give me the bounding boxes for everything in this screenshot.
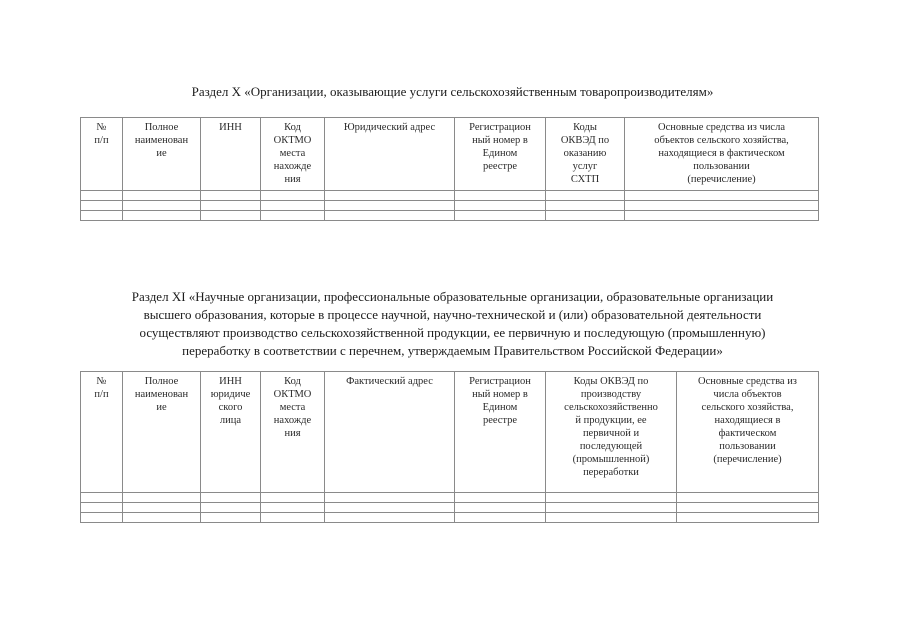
col-inn-header: ИНН юридиче ского лица <box>201 372 261 493</box>
table-cell[interactable] <box>81 493 123 503</box>
table-cell[interactable] <box>546 513 677 523</box>
col-number-header: № п/п <box>81 118 123 191</box>
section-11-table <box>80 371 819 523</box>
table-cell[interactable] <box>546 211 625 221</box>
table-cell[interactable] <box>81 503 123 513</box>
table-cell[interactable] <box>546 503 677 513</box>
col-okved-header: Коды ОКВЭД по оказанию услуг СХТП <box>546 118 625 191</box>
table-cell[interactable] <box>455 493 546 503</box>
col-okved-header: Коды ОКВЭД по производству сельскохозяйственно й продукции, ее первичной и последующей (промышленной) переработки <box>546 372 677 493</box>
table-cell[interactable] <box>81 201 123 211</box>
table-cell[interactable] <box>201 191 261 201</box>
table-cell[interactable] <box>455 211 546 221</box>
col-registry-number-header: Регистрацион ный номер в Едином реестре <box>455 372 546 493</box>
table-cell[interactable] <box>625 211 819 221</box>
table-row <box>81 201 819 211</box>
table-row <box>81 211 819 221</box>
table-cell[interactable] <box>81 191 123 201</box>
table-cell[interactable] <box>625 201 819 211</box>
table-cell[interactable] <box>261 493 325 503</box>
table-cell[interactable] <box>546 191 625 201</box>
table-cell[interactable] <box>123 201 201 211</box>
table-cell[interactable] <box>201 201 261 211</box>
table-cell[interactable] <box>677 503 819 513</box>
table-cell[interactable] <box>261 211 325 221</box>
table-cell[interactable] <box>201 503 261 513</box>
table-cell[interactable] <box>123 191 201 201</box>
table-cell[interactable] <box>546 493 677 503</box>
table-cell[interactable] <box>123 513 201 523</box>
col-full-name-header: Полное наименован ие <box>123 372 201 493</box>
table-cell[interactable] <box>81 513 123 523</box>
table-cell[interactable] <box>261 201 325 211</box>
table-cell[interactable] <box>201 513 261 523</box>
table-cell[interactable] <box>201 493 261 503</box>
table-cell[interactable] <box>325 493 455 503</box>
table-cell[interactable] <box>261 503 325 513</box>
section-10-header-row <box>81 118 819 191</box>
section-11-title-line: переработку в соответствии с перечнем, утверждаемым Правительством Российской Федерации» <box>182 343 723 358</box>
section-10-title-line: Раздел X «Организации, оказывающие услуги сельскохозяйственным товаропроизводителям» <box>191 84 714 99</box>
table-cell[interactable] <box>325 211 455 221</box>
section-10-title <box>0 83 905 101</box>
col-number-header: № п/п <box>81 372 123 493</box>
table-cell[interactable] <box>201 211 261 221</box>
col-legal-address-header: Юридический адрес <box>325 118 455 191</box>
table-cell[interactable] <box>81 211 123 221</box>
section-11-header-row <box>81 372 819 493</box>
table-cell[interactable] <box>455 191 546 201</box>
col-oktmo-header: Код ОКТМО места нахожде ния <box>261 118 325 191</box>
table-row <box>81 191 819 201</box>
section-11-title-line: Раздел XI «Научные организации, профессиональные образовательные организации, образовательные организации <box>131 289 774 304</box>
table-cell[interactable] <box>261 191 325 201</box>
col-actual-address-header: Фактический адрес <box>325 372 455 493</box>
table-cell[interactable] <box>546 201 625 211</box>
col-inn-header: ИНН <box>201 118 261 191</box>
col-oktmo-header: Код ОКТМО места нахожде ния <box>261 372 325 493</box>
table-row <box>81 493 819 503</box>
table-cell[interactable] <box>325 201 455 211</box>
table-cell[interactable] <box>455 503 546 513</box>
table-cell[interactable] <box>455 513 546 523</box>
section-11-title <box>0 288 905 360</box>
table-cell[interactable] <box>261 513 325 523</box>
table-cell[interactable] <box>123 493 201 503</box>
section-11-title-line: осуществляют производство сельскохозяйственной продукции, ее первичную и последующую (промышленную) <box>139 325 766 340</box>
section-11-title-line: высшего образования, которые в процессе научной, научно-технической и (или) образовательной деятельности <box>143 307 762 322</box>
col-fixed-assets-header: Основные средства из числа объектов сельского хозяйства, находящиеся в фактическом пользовании (перечисление) <box>625 118 819 191</box>
table-cell[interactable] <box>677 513 819 523</box>
col-full-name-header: Полное наименован ие <box>123 118 201 191</box>
col-registry-number-header: Регистрацион ный номер в Едином реестре <box>455 118 546 191</box>
table-row <box>81 503 819 513</box>
table-cell[interactable] <box>123 211 201 221</box>
table-cell[interactable] <box>625 191 819 201</box>
table-row <box>81 513 819 523</box>
col-fixed-assets-header: Основные средства из числа объектов сельского хозяйства, находящиеся в фактическом пользовании (перечисление) <box>677 372 819 493</box>
table-cell[interactable] <box>325 503 455 513</box>
table-cell[interactable] <box>325 191 455 201</box>
table-cell[interactable] <box>455 201 546 211</box>
table-cell[interactable] <box>677 493 819 503</box>
table-cell[interactable] <box>123 503 201 513</box>
section-10-table <box>80 117 819 221</box>
table-cell[interactable] <box>325 513 455 523</box>
